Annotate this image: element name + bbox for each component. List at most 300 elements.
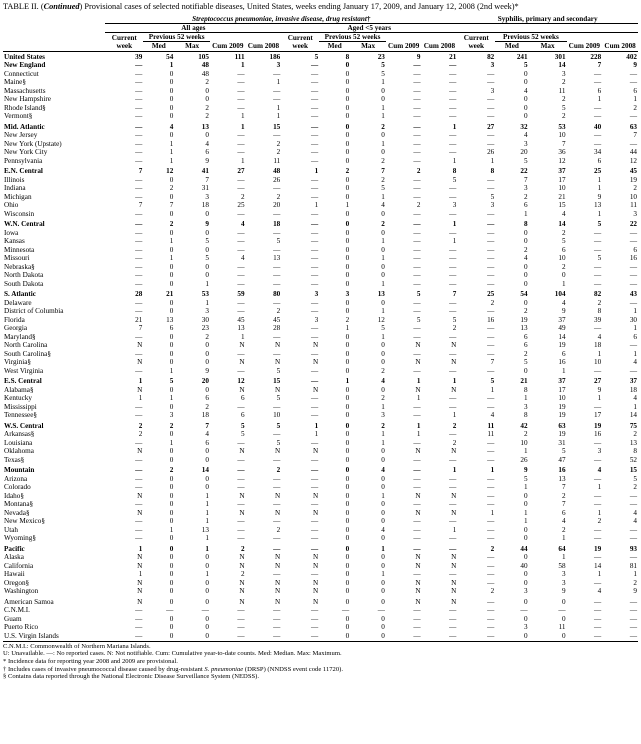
row-cell: 1 (169, 366, 174, 375)
row-cell: 13 (201, 122, 209, 131)
title-continued: Continued (43, 2, 80, 11)
row-cell: — (135, 254, 143, 263)
row-cell: N (451, 508, 457, 517)
row-cell: 0 (169, 271, 174, 280)
footnotes (3, 643, 638, 681)
row-cell: 0 (524, 262, 528, 271)
row-cell: 0 (169, 430, 174, 439)
row-cell: 27 (237, 167, 245, 176)
row-cell: 0 (524, 69, 528, 78)
row-cell: 2 (345, 315, 350, 324)
row-cell: 93 (629, 544, 637, 553)
row-cell: N (451, 553, 457, 562)
row-cell: N (275, 491, 281, 500)
row-cell: 6 (597, 156, 602, 165)
row-cell: — (237, 228, 245, 237)
row-cell: — (449, 631, 457, 640)
row-cell: 1 (490, 466, 495, 475)
row-area-label: South Carolina§ (4, 349, 51, 358)
row-cell: 6 (205, 394, 209, 403)
row-cell: 1 (205, 544, 209, 553)
row-cell: — (487, 525, 495, 534)
row-cell: — (449, 245, 457, 254)
row-cell: — (273, 517, 281, 526)
row-area-label: New York (Upstate) (4, 139, 62, 148)
row-cell: N (239, 508, 245, 517)
row-area-label: W.N. Central (4, 220, 45, 229)
row-cell: 0 (169, 570, 174, 579)
row-cell: 4 (241, 220, 245, 229)
row-cell: — (237, 349, 245, 358)
row-cell: N (451, 561, 457, 570)
row-cell: 0 (345, 122, 350, 131)
row-cell: 0 (381, 500, 385, 509)
row-cell: 40 (593, 122, 602, 131)
row-cell: 1 (490, 385, 495, 394)
row-cell: — (449, 95, 457, 104)
row-cell: 2 (524, 307, 528, 316)
row-cell: 1 (524, 209, 528, 218)
row-cell: — (135, 156, 143, 165)
row-cell: N (137, 587, 143, 596)
row-cell: — (413, 184, 421, 193)
row-cell: 15 (273, 377, 281, 386)
title-prefix: TABLE II. ( (3, 2, 44, 11)
row-cell: 0 (169, 491, 174, 500)
row-area-label: Delaware (4, 298, 32, 307)
row-cell: 0 (345, 341, 350, 350)
row-cell: 54 (520, 290, 528, 299)
row-cell: — (237, 78, 245, 87)
header-cum2008-2: Cum 2008 (423, 42, 456, 51)
row-cell: — (487, 491, 495, 500)
row-area-label: Colorado (4, 483, 31, 492)
row-cell: — (413, 237, 421, 246)
row-cell: 0 (345, 279, 350, 288)
row-cell: 2 (524, 192, 528, 201)
row-cell: 53 (201, 290, 209, 299)
row-cell: 5 (314, 52, 319, 61)
row-cell: — (311, 570, 319, 579)
row-cell: 0 (524, 78, 528, 87)
row-cell: 1 (169, 438, 174, 447)
row-cell: 0 (345, 553, 350, 562)
row-cell: — (273, 349, 281, 358)
row-cell: 0 (205, 228, 209, 237)
row-cell: 0 (524, 112, 528, 121)
row-cell: — (135, 228, 143, 237)
row-cell: 0 (345, 103, 350, 112)
row-cell: 0 (524, 237, 528, 246)
row-cell: 9 (205, 220, 209, 229)
row-cell: — (413, 78, 421, 87)
row-cell: 45 (237, 315, 245, 324)
row-cell: — (593, 597, 602, 606)
row-cell: N (239, 587, 245, 596)
row-area-label: Hawaii (4, 570, 25, 579)
row-cell: 14 (558, 332, 566, 341)
row-cell: — (311, 254, 319, 263)
row-cell: — (487, 402, 495, 411)
row-cell: — (413, 606, 421, 615)
row-cell: — (593, 228, 602, 237)
row-cell: 13 (629, 438, 637, 447)
row-cell: — (487, 95, 495, 104)
row-cell: N (137, 385, 143, 394)
row-cell: 2 (138, 421, 143, 430)
row-area-label: Nebraska§ (4, 262, 35, 271)
row-cell: — (593, 631, 602, 640)
row-cell: 0 (345, 561, 350, 570)
table-row (3, 508, 638, 517)
row-cell: — (593, 500, 602, 509)
row-cell: 1 (381, 139, 385, 148)
row-cell: — (311, 525, 319, 534)
row-area-label: Utah (4, 525, 18, 534)
row-area-label: Mountain (4, 466, 35, 475)
row-cell: — (311, 402, 319, 411)
row-cell: 2 (633, 430, 637, 439)
row-cell: — (449, 228, 457, 237)
row-cell: — (311, 623, 319, 632)
header-prev52-2: Previous 52 weeks (319, 33, 386, 42)
row-cell: 0 (169, 95, 174, 104)
row-cell: N (451, 341, 457, 350)
row-area-label: Kentucky (4, 394, 32, 403)
row-cell: 11 (630, 201, 637, 210)
row-cell: — (135, 534, 143, 543)
row-area-label: Maryland§ (4, 332, 36, 341)
row-cell: 19 (558, 341, 566, 350)
row-cell: 1 (169, 148, 174, 157)
row-cell: N (275, 447, 281, 456)
row-cell: 1 (597, 570, 602, 579)
row-cell: — (135, 103, 143, 112)
row-cell: 2 (169, 184, 174, 193)
row-cell: N (239, 561, 245, 570)
row-cell: 36 (558, 148, 566, 157)
row-cell: — (166, 606, 174, 615)
row-cell: 4 (524, 131, 528, 140)
row-cell: 4 (381, 201, 385, 210)
row-cell: 5 (524, 474, 528, 483)
row-cell: — (135, 61, 143, 70)
row-cell: — (629, 491, 637, 500)
row-cell: 0 (381, 131, 385, 140)
row-cell: N (239, 447, 245, 456)
row-cell: 19 (629, 175, 637, 184)
row-cell: — (311, 220, 319, 229)
row-cell: 1 (169, 525, 174, 534)
row-cell: 3 (524, 587, 528, 596)
row-cell: 0 (381, 578, 385, 587)
row-cell: 2 (524, 349, 528, 358)
header-prev52-3: Previous 52 weeks (495, 33, 566, 42)
row-cell: 3 (524, 184, 528, 193)
row-cell: 0 (169, 358, 174, 367)
row-cell: — (237, 262, 245, 271)
row-cell: 25 (593, 167, 602, 176)
row-cell: 1 (138, 570, 143, 579)
row-cell: — (273, 262, 281, 271)
row-cell: 2 (241, 192, 245, 201)
row-cell: 5 (597, 220, 602, 229)
row-cell: 8 (633, 447, 637, 456)
header-cum2008-3: Cum 2008 (604, 42, 636, 51)
row-cell: — (311, 544, 319, 553)
row-cell: 20 (273, 201, 281, 210)
row-cell: 0 (524, 366, 528, 375)
table-row (3, 69, 638, 78)
row-cell: 7 (169, 201, 174, 210)
table-row (3, 298, 638, 307)
row-cell: 1 (633, 95, 637, 104)
row-area-label: Alaska (4, 553, 24, 562)
row-cell: — (413, 112, 421, 121)
row-cell: 1 (276, 103, 281, 112)
row-cell: 7 (381, 167, 385, 176)
row-cell: 0 (169, 262, 174, 271)
row-cell: 13 (377, 290, 385, 299)
row-cell: 9 (205, 156, 209, 165)
row-cell: — (413, 228, 421, 237)
row-area-label: United States (4, 52, 45, 61)
row-area-label: Oklahoma (4, 447, 34, 456)
row-cell: 52 (629, 455, 637, 464)
row-cell: 14 (629, 411, 637, 420)
table-row (3, 553, 638, 562)
row-cell: — (487, 366, 495, 375)
row-cell: — (311, 500, 319, 509)
row-area-label: South Dakota (4, 279, 44, 288)
row-cell: — (413, 534, 421, 543)
row-cell: — (593, 112, 602, 121)
row-area-label: Kansas (4, 237, 25, 246)
row-cell: 1 (561, 553, 566, 562)
row-cell: — (273, 544, 281, 553)
row-cell: N (239, 385, 245, 394)
row-cell: — (413, 254, 421, 263)
row-cell: — (135, 402, 143, 411)
row-area-label: New Hampshire (4, 95, 51, 104)
row-cell: — (487, 474, 495, 483)
row-cell: 7 (524, 175, 528, 184)
table-row (3, 491, 638, 500)
table-row (3, 377, 638, 386)
row-cell: N (137, 597, 143, 606)
row-area-label: Missouri (4, 254, 30, 263)
row-cell: — (487, 332, 495, 341)
header-current-week-3: Current week (463, 34, 489, 51)
row-area-label: Alabama§ (4, 385, 34, 394)
row-cell: 0 (381, 95, 385, 104)
row-cell: 18 (201, 201, 209, 210)
row-cell: N (415, 508, 421, 517)
row-cell: — (311, 237, 319, 246)
row-cell: 5 (381, 69, 385, 78)
row-cell: — (487, 597, 495, 606)
row-cell: 7 (138, 201, 143, 210)
row-cell: — (135, 366, 143, 375)
row-cell: 5 (381, 184, 385, 193)
row-cell: — (135, 78, 143, 87)
row-area-label: Vermont§ (4, 112, 33, 121)
row-cell: 1 (524, 508, 528, 517)
row-cell: — (237, 184, 245, 193)
row-cell: — (593, 402, 602, 411)
row-cell: — (237, 298, 245, 307)
row-cell: — (449, 366, 457, 375)
row-cell: — (135, 631, 143, 640)
footnote-0: C.N.M.I.: Commonwealth of Northern Mariana Islands. (3, 642, 151, 650)
row-cell: 30 (629, 315, 637, 324)
row-cell: 4 (381, 466, 385, 475)
row-cell: 5 (276, 421, 281, 430)
row-cell: 1 (205, 508, 209, 517)
row-area-label: New Jersey (4, 131, 38, 140)
row-cell: 0 (169, 561, 174, 570)
row-cell: 0 (381, 474, 385, 483)
row-cell: — (449, 61, 457, 70)
table-row (3, 112, 638, 121)
row-cell: — (237, 103, 245, 112)
row-cell: N (415, 341, 421, 350)
row-cell: — (487, 175, 495, 184)
row-cell: — (311, 631, 319, 640)
row-cell: N (312, 597, 319, 606)
row-cell: 2 (524, 245, 528, 254)
row-cell: 1 (597, 349, 602, 358)
row-cell: 0 (345, 430, 350, 439)
row-cell: — (487, 500, 495, 509)
table-row (3, 61, 638, 70)
row-cell: 5 (452, 175, 457, 184)
row-cell: — (273, 245, 281, 254)
row-cell: — (311, 245, 319, 254)
row-cell: — (629, 631, 637, 640)
row-cell: 19 (593, 544, 602, 553)
row-cell: 0 (381, 553, 385, 562)
row-area-label: California (4, 561, 34, 570)
table-row (3, 262, 638, 271)
row-cell: 12 (166, 167, 174, 176)
row-cell: 1 (416, 421, 421, 430)
row-cell: — (237, 366, 245, 375)
row-cell: 3 (597, 447, 602, 456)
row-cell: 0 (169, 307, 174, 316)
row-cell: — (311, 139, 319, 148)
row-cell: 1 (169, 237, 174, 246)
row-cell: — (487, 307, 495, 316)
row-cell: — (593, 69, 602, 78)
row-cell: 1 (381, 279, 385, 288)
row-cell: — (135, 95, 143, 104)
table-row (3, 220, 638, 229)
row-cell: 15 (629, 466, 637, 475)
row-cell: 1 (633, 349, 637, 358)
row-cell: 63 (558, 421, 566, 430)
row-cell: 1 (381, 570, 385, 579)
row-cell: 0 (205, 262, 209, 271)
row-cell: — (135, 307, 143, 316)
row-area-label: Iowa (4, 228, 19, 237)
row-cell: — (311, 184, 319, 193)
row-cell: — (237, 245, 245, 254)
row-cell: 0 (169, 578, 174, 587)
row-cell: — (273, 631, 281, 640)
row-cell: 1 (452, 411, 457, 420)
row-cell: 3 (524, 402, 528, 411)
row-cell: 0 (345, 438, 350, 447)
row-cell: 5 (241, 421, 245, 430)
row-cell: 1 (561, 279, 566, 288)
table-row (3, 631, 638, 640)
row-cell: 5 (381, 61, 385, 70)
row-cell: 39 (135, 52, 143, 61)
row-cell: 16 (629, 254, 637, 263)
row-cell: — (135, 262, 143, 271)
header-strep-group: Streptococcus pneumoniae, invasive disease, drug resistant† (105, 15, 457, 24)
row-cell: 26 (487, 148, 495, 157)
row-cell: N (275, 561, 281, 570)
row-cell: 1 (633, 402, 637, 411)
row-cell: 4 (241, 254, 245, 263)
row-area-label: Virginia§ (4, 358, 31, 367)
row-cell: 54 (166, 52, 174, 61)
header-max-1: Max (185, 42, 200, 51)
row-cell: 0 (205, 95, 209, 104)
row-cell: — (449, 623, 457, 632)
row-cell: N (451, 597, 457, 606)
row-cell: — (135, 525, 143, 534)
row-cell: — (135, 209, 143, 218)
row-cell: 0 (205, 341, 209, 350)
row-cell: 0 (381, 631, 385, 640)
row-cell: 3 (452, 201, 457, 210)
row-cell: — (273, 131, 281, 140)
row-cell: 1 (345, 377, 350, 386)
row-cell: 17 (558, 175, 566, 184)
row-cell: 0 (169, 112, 174, 121)
row-cell: 0 (205, 597, 209, 606)
row-cell: 2 (381, 220, 385, 229)
row-cell: 0 (205, 587, 209, 596)
row-cell: 12 (237, 377, 245, 386)
row-cell: — (487, 112, 495, 121)
row-cell: 0 (169, 587, 174, 596)
row-cell: 63 (629, 122, 637, 131)
row-cell: 1 (416, 394, 421, 403)
row-cell: 1 (452, 525, 457, 534)
row-cell: 0 (345, 534, 350, 543)
header-prev52-1: Previous 52 weeks (143, 33, 210, 42)
row-cell: — (593, 139, 602, 148)
row-cell: — (135, 175, 143, 184)
row-cell: N (312, 358, 319, 367)
row-cell: 0 (169, 631, 174, 640)
table-row (3, 561, 638, 570)
row-cell: — (629, 279, 637, 288)
row-cell: 1 (524, 483, 528, 492)
header-current-week-1: Current week (111, 34, 137, 51)
row-cell: — (629, 525, 637, 534)
row-cell: 37 (558, 315, 566, 324)
row-cell: 0 (169, 78, 174, 87)
row-cell: — (273, 298, 281, 307)
row-cell: 1 (205, 279, 209, 288)
row-cell: — (311, 606, 319, 615)
row-cell: N (415, 385, 421, 394)
